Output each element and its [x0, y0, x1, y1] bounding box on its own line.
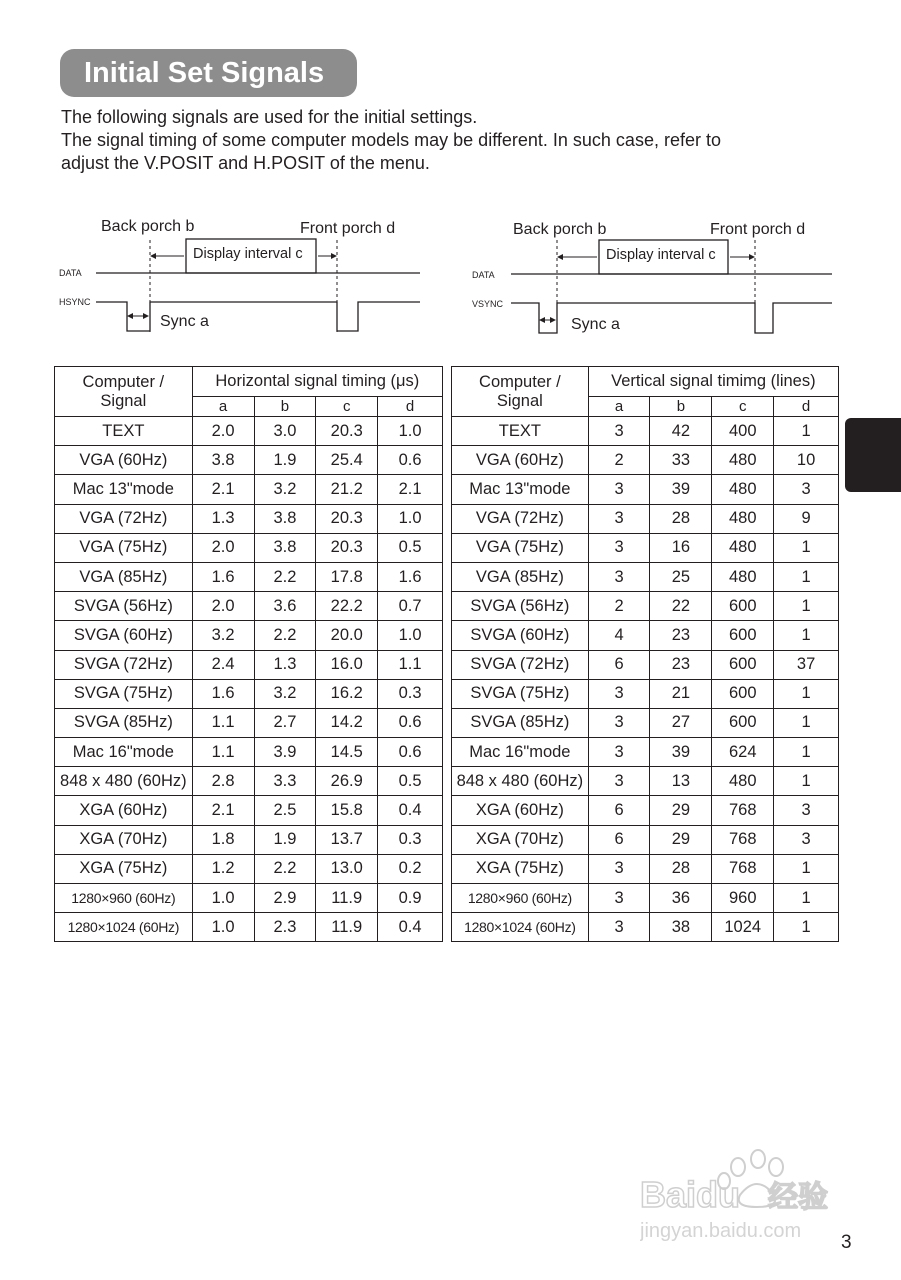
sync-label: Sync a: [160, 313, 209, 330]
timing-value-cell: 23: [650, 621, 712, 650]
timing-value-cell: 2.2: [254, 562, 316, 591]
table-row: [452, 504, 839, 533]
table-row: [55, 796, 443, 825]
vertical-timing-table: [451, 366, 839, 942]
timing-value-cell: 26.9: [316, 767, 378, 796]
timing-value-cell: 13.0: [316, 854, 378, 883]
sync-label: Sync a: [571, 316, 620, 333]
timing-value-cell: 3.6: [254, 592, 316, 621]
timing-value-cell: 13.7: [316, 825, 378, 854]
timing-value-cell: 0.4: [378, 913, 443, 942]
timing-value-cell: 1: [774, 679, 839, 708]
timing-value-cell: 1: [774, 533, 839, 562]
timing-value-cell: 3: [774, 475, 839, 504]
signal-name-cell: SVGA (85Hz): [55, 708, 193, 737]
timing-value-cell: 20.3: [316, 504, 378, 533]
timing-value-cell: 0.9: [378, 884, 443, 913]
timing-value-cell: 1.1: [192, 738, 254, 767]
timing-value-cell: 28: [650, 504, 712, 533]
table-row: [452, 679, 839, 708]
table-row: [55, 533, 443, 562]
timing-value-cell: 25: [650, 562, 712, 591]
timing-value-cell: 27: [650, 708, 712, 737]
header-line: Signal: [496, 391, 543, 410]
signal-name-cell: SVGA (60Hz): [55, 621, 193, 650]
signal-name-cell: SVGA (72Hz): [452, 650, 589, 679]
timing-value-cell: 480: [712, 562, 774, 591]
signal-name-cell: XGA (60Hz): [55, 796, 193, 825]
timing-value-cell: 1.1: [192, 708, 254, 737]
signal-name-cell: TEXT: [452, 417, 589, 446]
signal-name-cell: Mac 13"mode: [55, 475, 193, 504]
timing-value-cell: 0.2: [378, 854, 443, 883]
signal-name-cell: VGA (72Hz): [55, 504, 193, 533]
timing-value-cell: 22: [650, 592, 712, 621]
watermark-brand-cn: 经验: [768, 1180, 828, 1215]
table-row: [55, 738, 443, 767]
signal-name-cell: 1280×1024 (60Hz): [55, 913, 193, 942]
signal-name-cell: TEXT: [55, 417, 193, 446]
timing-value-cell: 11.9: [316, 913, 378, 942]
signal-name-cell: 1280×1024 (60Hz): [452, 913, 589, 942]
table-row: [55, 417, 443, 446]
table-row: [452, 533, 839, 562]
timing-value-cell: 2.0: [192, 417, 254, 446]
horizontal-timing-diagram: [56, 212, 436, 342]
timing-value-cell: 3.3: [254, 767, 316, 796]
horizontal-group-header: Horizontal signal timing (μs): [192, 367, 442, 397]
back-porch-label: Back porch b: [513, 221, 607, 238]
table-row: [452, 767, 839, 796]
timing-value-cell: 1.9: [254, 825, 316, 854]
timing-value-cell: 3.8: [192, 446, 254, 475]
timing-value-cell: 1: [774, 913, 839, 942]
signal-name-cell: VGA (72Hz): [452, 504, 589, 533]
table-row: [452, 417, 839, 446]
table-row: [55, 767, 443, 796]
timing-value-cell: 3: [588, 854, 650, 883]
timing-value-cell: 1: [774, 592, 839, 621]
timing-value-cell: 16.0: [316, 650, 378, 679]
timing-value-cell: 3: [588, 738, 650, 767]
timing-value-cell: 15.8: [316, 796, 378, 825]
timing-value-cell: 20.0: [316, 621, 378, 650]
table-row: [452, 475, 839, 504]
timing-value-cell: 14.5: [316, 738, 378, 767]
timing-value-cell: 600: [712, 708, 774, 737]
table-row: [452, 884, 839, 913]
signal-name-cell: Mac 16"mode: [452, 738, 589, 767]
timing-value-cell: 38: [650, 913, 712, 942]
section-tab: [845, 418, 901, 492]
header-line: Computer /: [479, 372, 561, 391]
signal-name-cell: SVGA (85Hz): [452, 708, 589, 737]
signal-name-cell: SVGA (72Hz): [55, 650, 193, 679]
timing-value-cell: 0.5: [378, 533, 443, 562]
intro-line: The following signals are used for the initial settings.: [61, 107, 478, 127]
display-interval-label: Display interval c: [193, 246, 303, 262]
timing-value-cell: 3: [588, 884, 650, 913]
timing-value-cell: 3: [588, 708, 650, 737]
timing-value-cell: 2.1: [192, 475, 254, 504]
timing-value-cell: 16: [650, 533, 712, 562]
timing-value-cell: 2.2: [254, 854, 316, 883]
timing-value-cell: 11.9: [316, 884, 378, 913]
table-row: [55, 504, 443, 533]
timing-value-cell: 480: [712, 475, 774, 504]
timing-value-cell: 600: [712, 621, 774, 650]
signal-name-cell: Mac 13"mode: [452, 475, 589, 504]
table-row: [452, 562, 839, 591]
timing-value-cell: 9: [774, 504, 839, 533]
timing-value-cell: 28: [650, 854, 712, 883]
timing-value-cell: 33: [650, 446, 712, 475]
column-header-c: c: [316, 397, 378, 417]
signal-name-cell: VGA (75Hz): [55, 533, 193, 562]
table-row: [452, 592, 839, 621]
timing-value-cell: 480: [712, 446, 774, 475]
title-banner: [60, 49, 357, 97]
timing-value-cell: 1: [774, 708, 839, 737]
timing-value-cell: 3: [774, 796, 839, 825]
signal-name-cell: SVGA (60Hz): [452, 621, 589, 650]
timing-value-cell: 3.0: [254, 417, 316, 446]
table-row: [452, 621, 839, 650]
timing-value-cell: 21.2: [316, 475, 378, 504]
timing-value-cell: 400: [712, 417, 774, 446]
timing-value-cell: 2.7: [254, 708, 316, 737]
timing-value-cell: 480: [712, 767, 774, 796]
timing-value-cell: 2.4: [192, 650, 254, 679]
horizontal-timing-table: [54, 366, 443, 942]
timing-value-cell: 2.3: [254, 913, 316, 942]
timing-value-cell: 1.0: [192, 884, 254, 913]
sync-signal-label: VSYNC: [472, 299, 504, 309]
column-header-a: a: [192, 397, 254, 417]
timing-value-cell: 624: [712, 738, 774, 767]
timing-value-cell: 3.2: [254, 475, 316, 504]
table-row: [452, 796, 839, 825]
timing-value-cell: 2.0: [192, 533, 254, 562]
baidu-watermark: [640, 1145, 860, 1245]
back-porch-label: Back porch b: [101, 218, 195, 235]
timing-value-cell: 1.0: [192, 913, 254, 942]
timing-value-cell: 1: [774, 854, 839, 883]
timing-value-cell: 1.2: [192, 854, 254, 883]
timing-value-cell: 2: [588, 592, 650, 621]
timing-value-cell: 600: [712, 650, 774, 679]
timing-value-cell: 42: [650, 417, 712, 446]
timing-value-cell: 3: [588, 562, 650, 591]
signal-name-cell: XGA (75Hz): [55, 854, 193, 883]
timing-value-cell: 20.3: [316, 417, 378, 446]
timing-value-cell: 2.9: [254, 884, 316, 913]
timing-value-cell: 3: [588, 679, 650, 708]
timing-value-cell: 3.8: [254, 504, 316, 533]
signal-name-cell: SVGA (75Hz): [55, 679, 193, 708]
watermark-brand: Baidu: [640, 1174, 741, 1215]
timing-value-cell: 3: [588, 767, 650, 796]
timing-value-cell: 1.6: [192, 562, 254, 591]
timing-value-cell: 3: [588, 475, 650, 504]
timing-value-cell: 0.4: [378, 796, 443, 825]
timing-value-cell: 6: [588, 650, 650, 679]
timing-value-cell: 1024: [712, 913, 774, 942]
timing-value-cell: 2.5: [254, 796, 316, 825]
signal-name-cell: 1280×960 (60Hz): [452, 884, 589, 913]
timing-value-cell: 2.2: [254, 621, 316, 650]
signal-name-cell: XGA (60Hz): [452, 796, 589, 825]
timing-value-cell: 0.3: [378, 825, 443, 854]
timing-value-cell: 20.3: [316, 533, 378, 562]
timing-value-cell: 3: [774, 825, 839, 854]
timing-value-cell: 600: [712, 679, 774, 708]
timing-value-cell: 1: [774, 738, 839, 767]
signal-name-cell: VGA (85Hz): [452, 562, 589, 591]
timing-value-cell: 4: [588, 621, 650, 650]
front-porch-label: Front porch d: [300, 220, 396, 237]
column-header-a: a: [588, 397, 650, 417]
column-header-d: d: [378, 397, 443, 417]
intro-line: adjust the V.POSIT and H.POSIT of the menu.: [61, 153, 430, 173]
timing-value-cell: 1.6: [378, 562, 443, 591]
timing-value-cell: 29: [650, 796, 712, 825]
timing-value-cell: 768: [712, 854, 774, 883]
timing-value-cell: 21: [650, 679, 712, 708]
signal-name-cell: VGA (85Hz): [55, 562, 193, 591]
timing-value-cell: 1.9: [254, 446, 316, 475]
timing-value-cell: 480: [712, 504, 774, 533]
timing-value-cell: 16.2: [316, 679, 378, 708]
column-header-b: b: [254, 397, 316, 417]
timing-value-cell: 17.8: [316, 562, 378, 591]
watermark-url: jingyan.baidu.com: [640, 1220, 802, 1242]
timing-value-cell: 1: [774, 417, 839, 446]
timing-value-cell: 2.0: [192, 592, 254, 621]
data-signal-label: DATA: [59, 268, 82, 278]
timing-value-cell: 1: [774, 884, 839, 913]
table-row: [452, 825, 839, 854]
timing-value-cell: 29: [650, 825, 712, 854]
timing-value-cell: 960: [712, 884, 774, 913]
table-row: [55, 446, 443, 475]
table-row: [55, 650, 443, 679]
timing-value-cell: 0.7: [378, 592, 443, 621]
timing-value-cell: 6: [588, 796, 650, 825]
table-row: [452, 650, 839, 679]
timing-value-cell: 768: [712, 825, 774, 854]
page-number: 3: [841, 1232, 852, 1253]
timing-value-cell: 36: [650, 884, 712, 913]
signal-name-cell: XGA (70Hz): [452, 825, 589, 854]
data-signal-label: DATA: [472, 270, 495, 280]
timing-value-cell: 600: [712, 592, 774, 621]
table-row: [55, 562, 443, 591]
timing-value-cell: 1.1: [378, 650, 443, 679]
signal-name-cell: XGA (70Hz): [55, 825, 193, 854]
timing-value-cell: 25.4: [316, 446, 378, 475]
timing-value-cell: 3.2: [192, 621, 254, 650]
timing-value-cell: 1.0: [378, 621, 443, 650]
intro-text: [61, 106, 861, 175]
header-line: Signal: [100, 391, 147, 410]
table-row: [55, 854, 443, 883]
signal-name-cell: SVGA (75Hz): [452, 679, 589, 708]
sync-signal-label: HSYNC: [59, 297, 91, 307]
computer-signal-header: [452, 367, 589, 417]
timing-value-cell: 0.5: [378, 767, 443, 796]
signal-name-cell: VGA (75Hz): [452, 533, 589, 562]
signal-name-cell: SVGA (56Hz): [55, 592, 193, 621]
table-row: [452, 854, 839, 883]
table-row: [55, 592, 443, 621]
front-porch-label: Front porch d: [710, 221, 806, 238]
timing-value-cell: 39: [650, 475, 712, 504]
table-row: [55, 621, 443, 650]
display-interval-label: Display interval c: [606, 247, 716, 263]
timing-value-cell: 2.1: [192, 796, 254, 825]
timing-value-cell: 2.1: [378, 475, 443, 504]
timing-value-cell: 0.3: [378, 679, 443, 708]
signal-name-cell: VGA (60Hz): [55, 446, 193, 475]
timing-value-cell: 3: [588, 913, 650, 942]
timing-value-cell: 2: [588, 446, 650, 475]
table-row: [55, 913, 443, 942]
signal-name-cell: VGA (60Hz): [452, 446, 589, 475]
signal-name-cell: Mac 16"mode: [55, 738, 193, 767]
table-row: [55, 679, 443, 708]
timing-value-cell: 23: [650, 650, 712, 679]
signal-name-cell: 848 x 480 (60Hz): [55, 767, 193, 796]
timing-value-cell: 0.6: [378, 446, 443, 475]
table-row: [55, 475, 443, 504]
table-row: [55, 825, 443, 854]
table-row: [452, 708, 839, 737]
timing-value-cell: 3: [588, 504, 650, 533]
timing-value-cell: 0.6: [378, 708, 443, 737]
header-line: Computer /: [82, 372, 165, 391]
timing-value-cell: 1: [774, 767, 839, 796]
timing-value-cell: 1.3: [254, 650, 316, 679]
intro-line: The signal timing of some computer models may be different. In such case, refer to: [61, 130, 721, 150]
vertical-timing-diagram: [469, 212, 849, 342]
timing-value-cell: 39: [650, 738, 712, 767]
column-header-d: d: [774, 397, 839, 417]
computer-signal-header: [55, 367, 193, 417]
timing-value-cell: 1.0: [378, 504, 443, 533]
timing-value-cell: 480: [712, 533, 774, 562]
timing-value-cell: 1.8: [192, 825, 254, 854]
timing-value-cell: 3.2: [254, 679, 316, 708]
timing-value-cell: 37: [774, 650, 839, 679]
timing-value-cell: 1.0: [378, 417, 443, 446]
timing-value-cell: 10: [774, 446, 839, 475]
column-header-c: c: [712, 397, 774, 417]
timing-value-cell: 3.9: [254, 738, 316, 767]
vertical-group-header: Vertical signal timimg (lines): [588, 367, 838, 397]
signal-name-cell: 848 x 480 (60Hz): [452, 767, 589, 796]
timing-value-cell: 1: [774, 621, 839, 650]
timing-value-cell: 1.6: [192, 679, 254, 708]
signal-name-cell: 1280×960 (60Hz): [55, 884, 193, 913]
timing-value-cell: 3: [588, 417, 650, 446]
timing-value-cell: 2.8: [192, 767, 254, 796]
signal-name-cell: SVGA (56Hz): [452, 592, 589, 621]
timing-value-cell: 22.2: [316, 592, 378, 621]
timing-value-cell: 6: [588, 825, 650, 854]
timing-value-cell: 13: [650, 767, 712, 796]
table-row: [452, 738, 839, 767]
page-title: Initial Set Signals: [84, 57, 325, 89]
timing-value-cell: 14.2: [316, 708, 378, 737]
table-row: [452, 446, 839, 475]
timing-value-cell: 1.3: [192, 504, 254, 533]
table-row: [452, 913, 839, 942]
column-header-b: b: [650, 397, 712, 417]
timing-value-cell: 3: [588, 533, 650, 562]
timing-value-cell: 768: [712, 796, 774, 825]
table-row: [55, 884, 443, 913]
timing-value-cell: 0.6: [378, 738, 443, 767]
timing-value-cell: 3.8: [254, 533, 316, 562]
signal-name-cell: XGA (75Hz): [452, 854, 589, 883]
timing-value-cell: 1: [774, 562, 839, 591]
table-row: [55, 708, 443, 737]
